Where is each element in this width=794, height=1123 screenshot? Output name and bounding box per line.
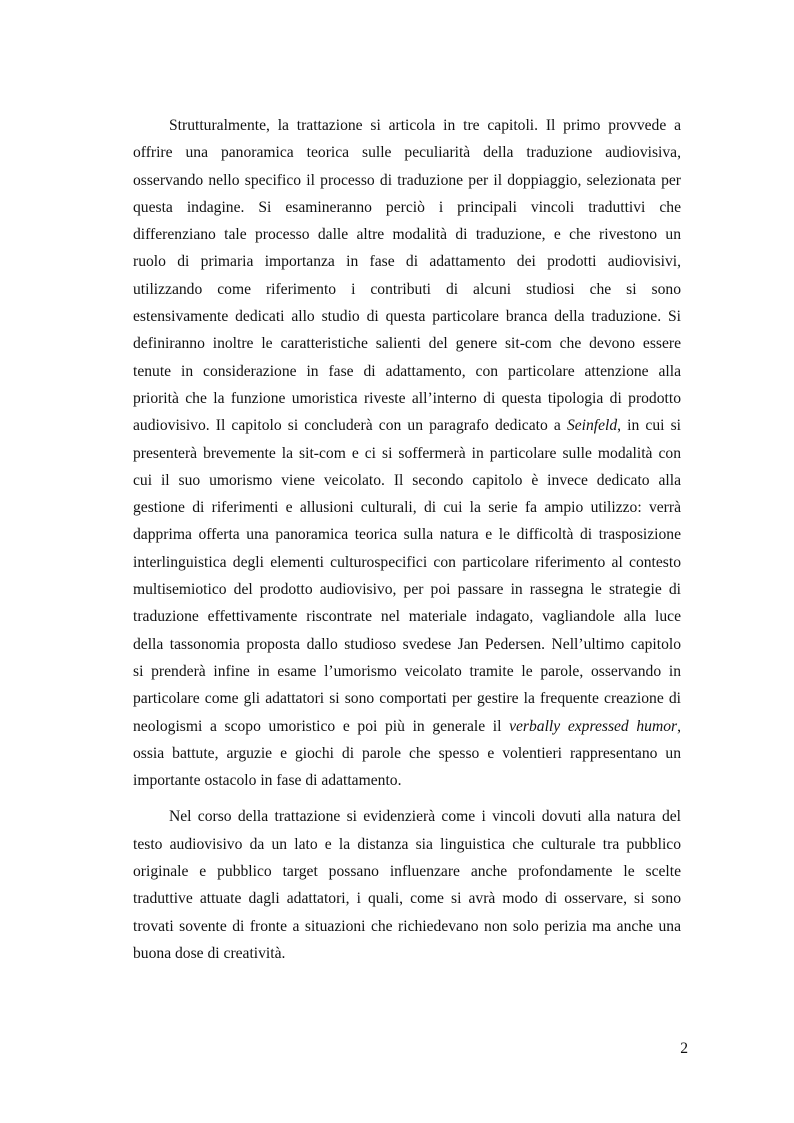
text-segment: trovati sovente di fronte a situazioni che richiedevano non solo perizia ma anche una (133, 917, 681, 935)
text-line (133, 713, 681, 740)
page-number: 2 (680, 1040, 688, 1057)
text-line (133, 549, 681, 576)
text-line (133, 521, 681, 548)
text-line (133, 885, 681, 912)
text-segment: differenziano tale processo dalle altre modalità di traduzione, e che rivestono un (133, 226, 681, 244)
text-line (133, 576, 681, 603)
text-segment: , in cui si (617, 417, 681, 435)
text-segment: gestione di riferimenti e allusioni culturali, di cui la serie fa ampio utilizzo: verrà (133, 499, 681, 517)
text-segment: traduttive attuate dagli adattatori, i quali, come si avrà modo di osservare, si sono (133, 890, 681, 908)
text-segment: definiranno inoltre le caratteristiche salienti del genere sit-com che devono essere (133, 335, 681, 353)
text-segment: dapprima offerta una panoramica teorica sulla natura e le difficoltà di trasposizione (133, 526, 681, 544)
text-segment: neologismi a scopo umoristico e poi più in generale il (133, 717, 510, 735)
text-segment: multisemiotico del prodotto audiovisivo, per poi passare in rassegna le strategie di (133, 581, 681, 599)
text-line (133, 248, 681, 275)
italic-text: verbally expressed humor (509, 717, 678, 735)
text-line (133, 631, 681, 658)
text-line (133, 767, 681, 794)
text-line (133, 467, 681, 494)
text-line (133, 358, 681, 385)
text-line (133, 139, 681, 166)
text-segment: ossia battute, arguzie e giochi di parole che spesso e volentieri rappresentano un (133, 744, 681, 762)
text-segment: della tassonomia proposta dallo studioso svedese Jan Pedersen. Nell’ultimo capitolo (133, 635, 681, 653)
text-line (133, 276, 681, 303)
text-segment: traduzione effettivamente riscontrate nel materiale indagato, vagliandole alla luce (133, 608, 681, 626)
text-line (133, 440, 681, 467)
text-segment: Nel corso della trattazione si evidenzierà come i vincoli dovuti alla natura del (169, 808, 681, 826)
text-line (133, 330, 681, 357)
text-line (133, 194, 681, 221)
italic-text: Seinfeld (566, 417, 618, 435)
text-segment: Strutturalmente, la trattazione si articola in tre capitoli. Il primo provvede a (169, 117, 681, 134)
text-segment: particolare come gli adattatori si sono comportati per gestire la frequente creazione di (133, 690, 681, 708)
text-line (133, 412, 681, 439)
paragraph (133, 803, 681, 967)
text-line (133, 385, 681, 412)
text-line (133, 858, 681, 885)
text-segment: ruolo di primaria importanza in fase di adattamento dei prodotti audiovisivi, (133, 253, 681, 271)
text-segment: audiovisivo. Il capitolo si concluderà con un paragrafo dedicato a (133, 417, 567, 435)
text-line (133, 112, 681, 139)
text-segment: tenute in considerazione in fase di adattamento, con particolare attenzione alla (133, 362, 681, 380)
document-page (133, 112, 681, 967)
text-segment: interlinguistica degli elementi culturospecifici con particolare riferimento al contesto (133, 553, 681, 571)
text-line (133, 167, 681, 194)
text-segment: , (677, 717, 681, 735)
text-line (133, 303, 681, 330)
text-segment: utilizzando come riferimento i contributi di alcuni studiosi che si sono (133, 280, 681, 298)
text-segment: originale e pubblico target possano influenzare anche profondamente le scelte (133, 863, 681, 881)
text-segment: priorità che la funzione umoristica riveste all’interno di questa tipologia di prodotto (133, 389, 681, 407)
text-line (133, 740, 681, 767)
text-line (133, 913, 681, 940)
text-line (133, 603, 681, 630)
text-segment: importante ostacolo in fase di adattamento. (133, 772, 402, 790)
text-line (133, 685, 681, 712)
paragraph (133, 112, 681, 794)
text-segment: presenterà brevemente la sit-com e ci si soffermerà in particolare sulle modalità con (133, 444, 681, 462)
text-segment: si prenderà infine in esame l’umorismo veicolato tramite le parole, osservando in (133, 662, 681, 680)
text-line (133, 803, 681, 830)
text-line (133, 221, 681, 248)
text-segment: cui il suo umorismo viene veicolato. Il secondo capitolo è invece dedicato alla (133, 471, 681, 489)
text-segment: osservando nello specifico il processo di traduzione per il doppiaggio, selezionata per (133, 171, 681, 189)
text-line (133, 831, 681, 858)
text-segment: questa indagine. Si esamineranno perciò i principali vincoli traduttivi che (133, 198, 681, 216)
text-line (133, 494, 681, 521)
text-segment: buona dose di creatività. (133, 944, 286, 962)
text-segment: estensivamente dedicati allo studio di questa particolare branca della traduzione. Si (133, 308, 681, 326)
text-line (133, 940, 681, 967)
text-line (133, 658, 681, 685)
text-segment: offrire una panoramica teorica sulle peculiarità della traduzione audiovisiva, (133, 144, 681, 162)
body-text (133, 112, 681, 967)
text-segment: testo audiovisivo da un lato e la distanza sia linguistica che culturale tra pubblico (133, 835, 681, 853)
